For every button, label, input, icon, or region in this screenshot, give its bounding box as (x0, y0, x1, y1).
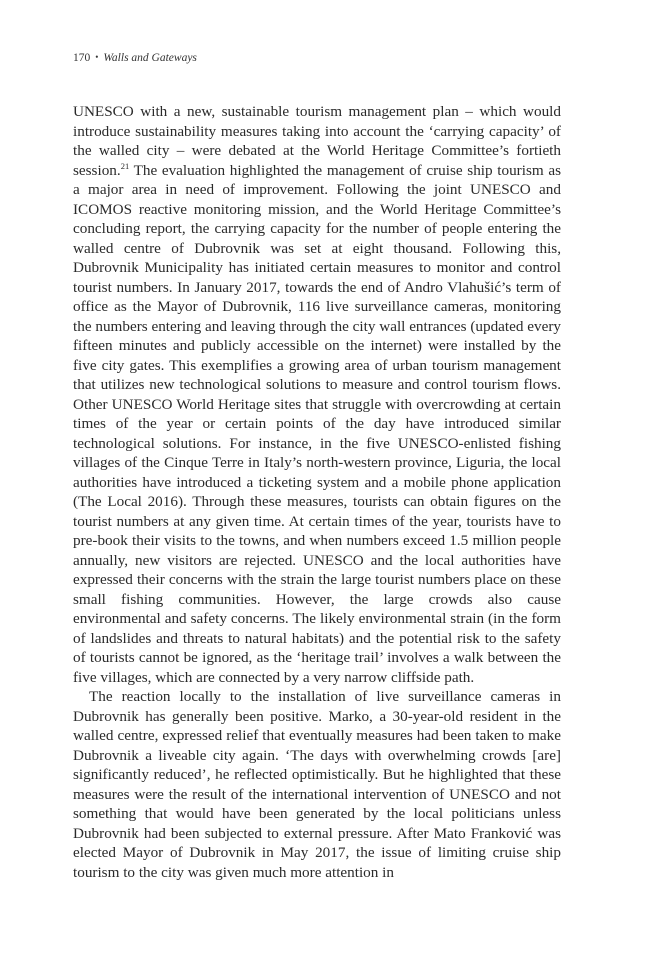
page-number: 170 (73, 52, 91, 64)
bullet-separator: • (95, 52, 99, 62)
footnote-marker[interactable]: 21 (120, 160, 130, 171)
paragraph-1-text-b: The evaluation highlighted the management of cruise ship tourism as a major area in need of improvement. Following the joint UNESCO and ICOMOS reactive monitoring mission, and the World Heritage Committee’s concluding report, the carrying capacity for the number of people entering the walled centre of Dubrovnik was set at eight thousand. Following this, Dubrovnik Municipality has initiated certain measures to monitor and control tourist numbers. In January 2017, towards the end of Andro Vlahušić’s term of office as the Mayor of Dubrovnik, 116 live surveillance cameras, monitoring the numbers entering and leaving through the city wall entrances (updated every fifteen minutes and publicly accessible on the internet) were installed by the five city gates. This exemplifies a growing area of urban tourism management that utilizes new technological solutions to measure and control tourism flows. Other UNESCO World Heritage sites that struggle with overcrowding at certain times of the year or certain points of the day have introduced similar technological solutions. For instance, in the five UNESCO-enlisted fishing villages of the Cinque Terre in Italy’s north-western province, Liguria, the local authorities have introduced a ticketing system and a mobile phone application (The Local 2016). Through these measures, tourists can obtain figures on the tourist numbers at any given time. At certain times of the year, tourists have to pre-book their visits to the towns, and when numbers exceed 1.5 million people annually, new visitors are rejected. UNESCO and the local authorities have expressed their concerns with the strain the large tourist numbers place on these small fishing communities. However, the large crowds also cause environmental and safety concerns. The likely environmental strain (in the form of landslides and threats to natural habitats) and the potential risk to the safety of tourists cannot be ignored, as the ‘heritage trail’ involves a walk between the five villages, which are connected by a very narrow cliffside path. (73, 161, 561, 686)
running-head (73, 52, 197, 64)
body-text (73, 102, 561, 882)
paragraph-1 (73, 102, 561, 687)
paragraph-1-text-a: UNESCO with a new, sustainable tourism management plan – which would introduce sustainability measures taking into account the ‘carrying capacity’ of the walled city – were debated at the World Heritage Committee’s fortieth session. (73, 103, 561, 179)
paragraph-2: The reaction locally to the installation of live surveillance cameras in Dubrovnik has generally been positive. Marko, a 30-year-old resident in the walled centre, expressed relief that eventually measures had been taken to make Dubrovnik a liveable city again. ‘The days with overwhelming crowds [are] significantly reduced’, he reflected optimistically. But he highlighted that these measures were the result of the international intervention of UNESCO and not something that would have been generated by the local politicians unless Dubrovnik had been subjected to external pressure. After Mato Franković was elected Mayor of Dubrovnik in May 2017, the issue of limiting cruise ship tourism to the city was given much more attention in (73, 688, 561, 881)
book-title: Walls and Gateways (103, 52, 197, 64)
